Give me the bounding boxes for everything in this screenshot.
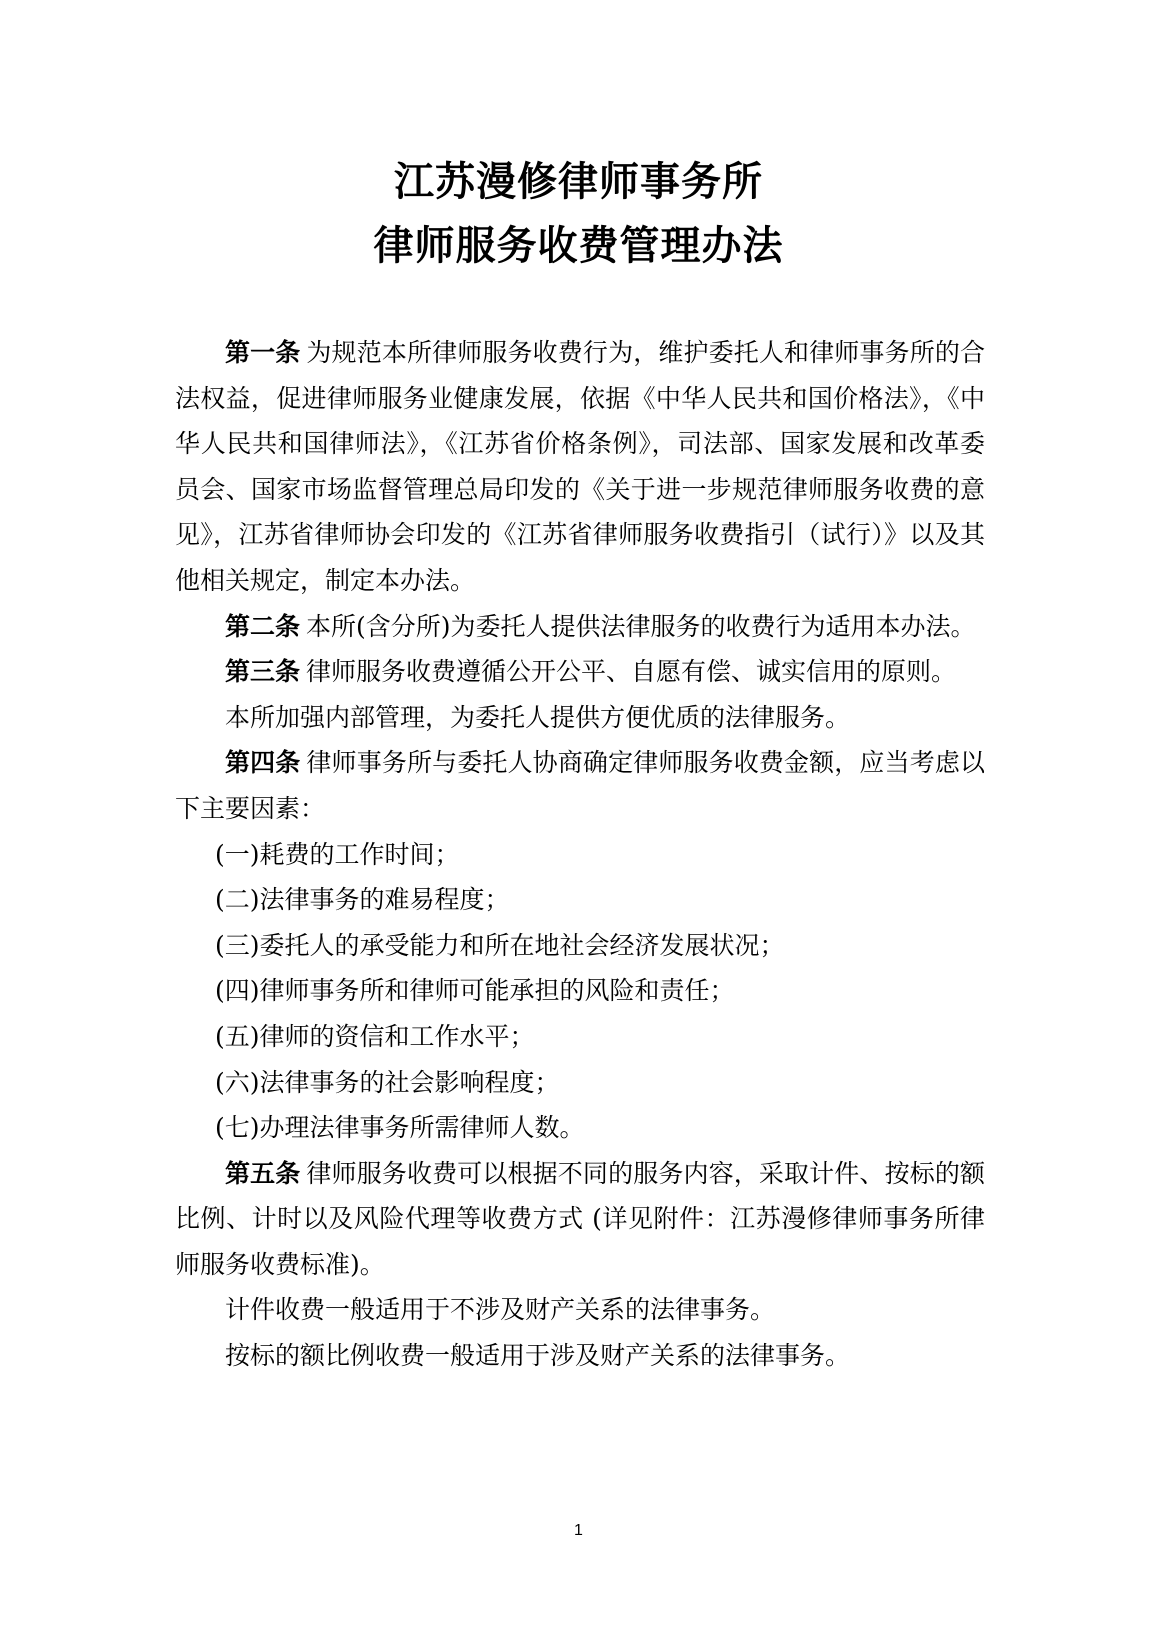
article-4 (175, 740, 985, 831)
article-4-text: 律师事务所与委托人协商确定律师服务收费金额，应当考虑以下主要因素： (175, 748, 985, 823)
article-1-text: 为规范本所律师服务收费行为，维护委托人和律师事务所的合法权益，促进律师服务业健康发展，依据《中华人民共和国价格法》，《中华人民共和国律师法》，《江苏省价格条例》，司法部、国家发展和改革委员会、国家市场监督管理总局印发的《关于进一步规范律师服务收费的意见》，江苏省律师协会印发的《江苏省律师服务收费指引（试行）》以及其他相关规定，制定本办法。 (175, 338, 985, 595)
article-4-item: (六)法律事务的社会影响程度； (215, 1067, 560, 1097)
article-4-item: (一)耗费的工作时间； (215, 839, 460, 869)
document-title-line-2: 律师服务收费管理办法 (373, 223, 784, 269)
article-4-item: (七)办理法律事务所需律师人数。 (215, 1113, 585, 1143)
article-4-item: (四)律师事务所和律师可能承担的风险和责任； (215, 976, 735, 1006)
article-5-paragraph-2: 计件收费一般适用于不涉及财产关系的法律事务。 (225, 1295, 776, 1325)
document-title-line-1: 江苏漫修律师事务所 (394, 159, 763, 205)
article-4-item: (五)律师的资信和工作水平； (215, 1021, 535, 1051)
article-5-paragraph-3: 按标的额比例收费一般适用于涉及财产关系的法律事务。 (225, 1341, 851, 1371)
article-3-text: 律师服务收费遵循公开公平、自愿有偿、诚实信用的原则。 (306, 657, 957, 687)
article-4-item: (二)法律事务的难易程度； (215, 885, 510, 915)
article-5-text: 律师服务收费可以根据不同的服务内容，采取计件、按标的额比例、计时以及风险代理等收费方式 (详见附件：江苏漫修律师事务所律师服务收费标准)。 (175, 1158, 985, 1279)
article-3-paragraph-2: 本所加强内部管理，为委托人提供方便优质的法律服务。 (225, 702, 851, 732)
page-number: 1 (574, 1522, 583, 1539)
article-1-heading: 第一条 (225, 338, 301, 367)
article-1 (175, 330, 985, 604)
article-4-heading: 第四条 (225, 748, 301, 778)
article-3 (175, 649, 985, 695)
document-body (175, 330, 985, 1379)
article-4-item: (三)委托人的承受能力和所在地社会经济发展状况； (215, 930, 785, 960)
article-2-text: 本所(含分所)为委托人提供法律服务的收费行为适用本办法。 (306, 611, 976, 641)
article-5-heading: 第五条 (225, 1158, 301, 1188)
article-3-heading: 第三条 (225, 657, 301, 687)
article-2 (175, 604, 985, 650)
article-5 (175, 1151, 985, 1288)
article-2-heading: 第二条 (225, 611, 301, 641)
